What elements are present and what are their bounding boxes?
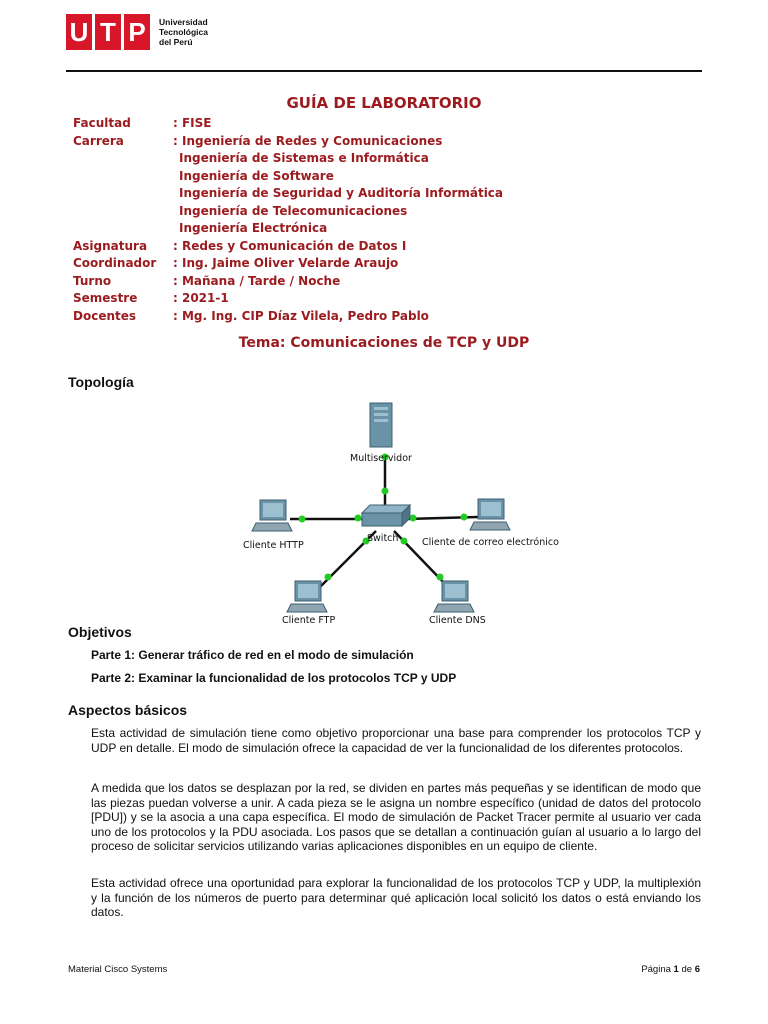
info-row bbox=[73, 273, 503, 291]
background-paragraph-2: A medida que los datos se desplazan por la red, se dividen en partes más pequeñas y se identifican de modo que las piezas puedan volverse a unir. A cada pieza se le asigna un nombre específico (unidad de datos del protocolo [PDU]) y se la asocia a una capa específica. El modo de simulación de Packet Tracer permite al usuario ver cada uno de los protocolos y la PDU asociada. Los pasos que se detallan a continuación guían al usuario a lo largo del proceso de solicitar servicios utilizando varias aplicaciones disponibles en un equipo de cliente. bbox=[91, 781, 701, 853]
background-paragraph-1: Esta actividad de simulación tiene como objetivo proporcionar una base para comprender los protocolos TCP y UDP en detalle. El modo de simulación ofrece la capacidad de ver la funcionalidad de los diferentes protocolos. bbox=[91, 726, 701, 755]
http-client-label: Cliente HTTP bbox=[243, 540, 304, 551]
info-label: Asignatura bbox=[73, 238, 148, 253]
info-value: : FISE bbox=[173, 116, 212, 130]
logo-text bbox=[159, 17, 219, 47]
background-paragraph-3: Esta actividad ofrece una oportunidad para explorar la funcionalidad de los protocolos TCP y UDP, la multiplexión y la función de los números de puerto para determinar qué aplicación local solicitó los datos o está enviando los datos. bbox=[91, 876, 701, 919]
logo-letter-t: T bbox=[95, 14, 121, 50]
info-value: : Ing. Jaime Oliver Velarde Araujo bbox=[173, 256, 399, 270]
info-value: : Redes y Comunicación de Datos I bbox=[173, 238, 407, 253]
objective-part-1: Parte 1: Generar tráfico de red en el modo de simulación bbox=[91, 648, 414, 662]
info-label: Carrera bbox=[73, 133, 124, 148]
email-client-pc-icon bbox=[470, 499, 510, 530]
info-label: Facultad bbox=[73, 116, 131, 130]
email-client-label: Cliente de correo electrónico bbox=[422, 537, 559, 548]
info-row bbox=[73, 238, 503, 256]
info-value-continued: Ingeniería de Sistemas e Informática bbox=[179, 151, 429, 165]
info-value-continued: Ingeniería de Seguridad y Auditoría Informática bbox=[179, 186, 504, 200]
info-row bbox=[73, 290, 503, 308]
logo-line-3: del Perú bbox=[159, 37, 193, 47]
logo-letter-p: P bbox=[124, 14, 150, 50]
footer-page-mid: de bbox=[678, 964, 695, 975]
info-label: Docentes bbox=[73, 308, 137, 323]
info-value-continued: Ingeniería de Telecomunicaciones bbox=[179, 203, 408, 218]
info-row bbox=[73, 133, 503, 151]
info-value: : 2021-1 bbox=[173, 291, 229, 305]
ftp-client-pc-icon bbox=[287, 581, 327, 612]
footer-source: Material Cisco Systems bbox=[68, 964, 168, 975]
switch-icon bbox=[362, 505, 410, 526]
logo-letter-u: U bbox=[66, 14, 92, 50]
switch-label: Switch bbox=[367, 533, 399, 544]
topic-title: Tema: Comunicaciones de TCP y UDP bbox=[238, 335, 530, 351]
course-info bbox=[73, 115, 503, 325]
objective-part-2: Parte 2: Examinar la funcionalidad de los protocolos TCP y UDP bbox=[91, 671, 457, 685]
info-value: : Ingeniería de Redes y Comunicaciones bbox=[173, 133, 443, 148]
info-value: : Mañana / Tarde / Noche bbox=[173, 273, 341, 288]
info-label: Turno bbox=[73, 273, 112, 288]
footer-page-total: 6 bbox=[694, 964, 700, 975]
footer-page-number bbox=[641, 964, 700, 975]
footer-page-current: 1 bbox=[673, 964, 679, 975]
info-value: : Mg. Ing. CIP Díaz Vilela, Pedro Pablo bbox=[173, 308, 429, 323]
background-heading: Aspectos básicos bbox=[68, 702, 188, 718]
info-row bbox=[73, 115, 503, 133]
dns-client-pc-icon bbox=[434, 581, 474, 612]
dns-client-label: Cliente DNS bbox=[429, 615, 486, 626]
logo-line-1: Universidad bbox=[159, 17, 208, 27]
info-row bbox=[73, 308, 503, 326]
footer-page-prefix: Página bbox=[641, 964, 674, 975]
topology-diagram bbox=[230, 395, 570, 630]
http-client-pc-icon bbox=[252, 500, 292, 531]
ftp-client-label: Cliente FTP bbox=[282, 615, 336, 626]
header-rule bbox=[66, 70, 702, 72]
utp-logo bbox=[66, 14, 219, 50]
info-value-continued: Ingeniería de Software bbox=[179, 168, 334, 183]
topology-heading: Topología bbox=[68, 374, 134, 390]
info-label: Coordinador bbox=[73, 256, 157, 270]
info-value-continued: Ingeniería Electrónica bbox=[179, 221, 328, 235]
server-label: Multiservidor bbox=[350, 453, 412, 464]
server-icon bbox=[370, 403, 392, 447]
info-label: Semestre bbox=[73, 291, 138, 305]
page-title: GUÍA DE LABORATORIO bbox=[286, 94, 482, 112]
info-row bbox=[73, 255, 503, 273]
logo-line-2: Tecnológica bbox=[159, 27, 208, 37]
objectives-heading: Objetivos bbox=[68, 624, 132, 640]
